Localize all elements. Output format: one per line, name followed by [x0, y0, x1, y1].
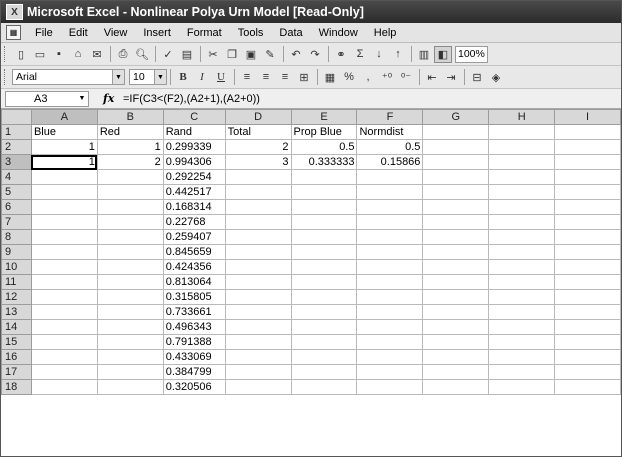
save-icon[interactable]: ▪	[57, 48, 61, 60]
menu-bar	[1, 23, 621, 43]
cell[interactable]	[97, 320, 163, 335]
row-header[interactable]: 6	[2, 200, 32, 215]
standard-toolbar	[1, 43, 621, 66]
cell[interactable]	[291, 320, 357, 335]
cell[interactable]	[31, 365, 97, 380]
cell[interactable]	[489, 215, 555, 230]
row-header[interactable]: 2	[2, 140, 32, 155]
cell[interactable]: 0.168314	[163, 200, 225, 215]
cell[interactable]	[423, 320, 489, 335]
cell[interactable]	[357, 245, 423, 260]
formatting-toolbar	[1, 66, 621, 89]
cell[interactable]	[489, 155, 555, 170]
menu-format[interactable]: Format	[186, 26, 222, 39]
sort-ascending-icon[interactable]: ↓	[376, 48, 382, 60]
copy-icon[interactable]: ❐	[227, 48, 237, 61]
menu-insert[interactable]: Insert	[143, 26, 171, 39]
cell[interactable]	[555, 275, 621, 290]
table-row	[2, 200, 621, 215]
open-icon[interactable]: ▭	[34, 48, 46, 61]
cell[interactable]	[489, 245, 555, 260]
cell[interactable]: 0.442517	[163, 185, 225, 200]
table-row	[2, 275, 621, 290]
cell[interactable]: 0.320506	[163, 380, 225, 395]
cell[interactable]: 1	[97, 140, 163, 155]
cell[interactable]	[225, 350, 291, 365]
cell[interactable]	[225, 170, 291, 185]
cell[interactable]: Blue	[31, 125, 97, 140]
cell[interactable]	[423, 350, 489, 365]
font-name-select[interactable]: Arial ▼	[12, 69, 125, 85]
cell[interactable]	[97, 365, 163, 380]
table-row	[2, 140, 621, 155]
cell[interactable]	[555, 350, 621, 365]
formula-bar	[1, 89, 621, 109]
cell[interactable]	[31, 305, 97, 320]
menu-edit[interactable]: Edit	[68, 26, 88, 39]
cell[interactable]	[489, 275, 555, 290]
cell[interactable]	[225, 245, 291, 260]
cell[interactable]	[423, 380, 489, 395]
cell[interactable]	[423, 275, 489, 290]
drawing-icon[interactable]: ◧	[434, 46, 452, 63]
cell[interactable]	[31, 350, 97, 365]
cell[interactable]	[555, 140, 621, 155]
increase-indent-icon[interactable]: ⇥	[446, 71, 456, 84]
cell[interactable]	[357, 215, 423, 230]
email-icon[interactable]: ✉	[92, 48, 102, 61]
cell[interactable]	[357, 185, 423, 200]
cell[interactable]: 0.424356	[163, 260, 225, 275]
cell[interactable]	[97, 215, 163, 230]
redo-icon[interactable]: ↷	[310, 48, 320, 61]
chevron-down-icon[interactable]: ▼	[112, 70, 124, 84]
cell[interactable]	[97, 230, 163, 245]
row-header[interactable]: 5	[2, 185, 32, 200]
cell[interactable]	[423, 170, 489, 185]
row-header[interactable]: 4	[2, 170, 32, 185]
decrease-indent-icon[interactable]: ⇤	[427, 71, 437, 84]
cell[interactable]	[291, 350, 357, 365]
cell[interactable]: 0.813064	[163, 275, 225, 290]
cell[interactable]: 0.259407	[163, 230, 225, 245]
cell[interactable]	[31, 230, 97, 245]
cell[interactable]	[291, 365, 357, 380]
table-row	[2, 230, 621, 245]
cell[interactable]	[31, 170, 97, 185]
align-right-icon[interactable]: ≡	[281, 71, 289, 83]
column-header-b[interactable]: B	[97, 110, 163, 125]
borders-icon[interactable]: ⊟	[472, 71, 482, 84]
title-bar	[1, 1, 621, 23]
cell[interactable]	[489, 200, 555, 215]
cell[interactable]	[357, 290, 423, 305]
cell[interactable]	[31, 290, 97, 305]
menu-view[interactable]: View	[103, 26, 128, 39]
autosum-icon[interactable]: Σ	[356, 48, 364, 60]
cell[interactable]	[97, 305, 163, 320]
hyperlink-icon[interactable]: ⚭	[336, 48, 346, 61]
underline-button[interactable]: U	[217, 71, 225, 83]
table-row	[2, 215, 621, 230]
cell[interactable]	[31, 275, 97, 290]
chevron-down-icon[interactable]: ▼	[78, 94, 86, 102]
cell[interactable]: Prop Blue	[291, 125, 357, 140]
cell[interactable]	[357, 230, 423, 245]
cell[interactable]: 0.994306	[163, 155, 225, 170]
cell[interactable]	[423, 365, 489, 380]
cell[interactable]	[31, 215, 97, 230]
cell[interactable]	[225, 305, 291, 320]
cell[interactable]	[31, 185, 97, 200]
cell[interactable]	[357, 260, 423, 275]
cell[interactable]	[31, 380, 97, 395]
menu-window[interactable]: Window	[318, 26, 358, 39]
cell[interactable]	[97, 290, 163, 305]
table-row	[2, 335, 621, 350]
workbook-icon[interactable]: ▦	[6, 25, 21, 40]
column-header-a[interactable]: A	[31, 110, 97, 125]
cell[interactable]: 0.791388	[163, 335, 225, 350]
menu-data[interactable]: Data	[279, 26, 303, 39]
cell[interactable]	[357, 305, 423, 320]
font-size-select[interactable]: 10 ▼	[129, 69, 167, 85]
cell[interactable]	[489, 290, 555, 305]
cell[interactable]: Total	[225, 125, 291, 140]
cell[interactable]	[555, 215, 621, 230]
cell[interactable]	[97, 260, 163, 275]
table-row	[2, 170, 621, 185]
cell[interactable]	[489, 140, 555, 155]
cell[interactable]	[97, 350, 163, 365]
cell[interactable]	[357, 200, 423, 215]
cell[interactable]	[357, 365, 423, 380]
cell[interactable]	[555, 290, 621, 305]
worksheet-rows	[2, 125, 621, 395]
cell[interactable]	[423, 125, 489, 140]
formula-input[interactable]: =IF(C3<(F2),(A2+1),(A2+0))	[123, 92, 260, 105]
cell[interactable]: Red	[97, 125, 163, 140]
menu-file[interactable]: File	[35, 26, 53, 39]
cell[interactable]	[291, 245, 357, 260]
table-row	[2, 320, 621, 335]
table-row	[2, 125, 621, 140]
row-header[interactable]: 1	[2, 125, 32, 140]
cell[interactable]: 0.15866	[357, 155, 423, 170]
cell[interactable]	[225, 320, 291, 335]
cell[interactable]	[225, 185, 291, 200]
table-row	[2, 350, 621, 365]
cell[interactable]	[225, 380, 291, 395]
cell[interactable]	[555, 380, 621, 395]
research-icon[interactable]: ▤	[181, 48, 193, 61]
print-preview-icon[interactable]: 🔍︎	[135, 48, 149, 61]
excel-app-icon: X	[6, 4, 23, 20]
cell[interactable]	[555, 305, 621, 320]
cell[interactable]	[31, 320, 97, 335]
sort-descending-icon[interactable]: ↑	[395, 48, 401, 60]
cell[interactable]	[291, 275, 357, 290]
cell[interactable]	[291, 215, 357, 230]
chart-wizard-icon[interactable]: ▥	[418, 48, 430, 61]
cell[interactable]	[291, 200, 357, 215]
table-row	[2, 260, 621, 275]
cell[interactable]	[97, 380, 163, 395]
cell[interactable]	[555, 320, 621, 335]
cell[interactable]	[423, 290, 489, 305]
merge-center-icon[interactable]: ⊞	[299, 71, 309, 84]
select-all-corner[interactable]	[2, 110, 32, 125]
cell[interactable]: 0.22768	[163, 215, 225, 230]
bold-button[interactable]: B	[179, 71, 187, 83]
cell[interactable]	[423, 230, 489, 245]
row-header[interactable]: 9	[2, 245, 32, 260]
cell[interactable]	[97, 335, 163, 350]
cell[interactable]	[291, 305, 357, 320]
column-header-c[interactable]: C	[163, 110, 225, 125]
cell[interactable]	[357, 335, 423, 350]
align-center-icon[interactable]: ≡	[262, 71, 270, 83]
zoom-select[interactable]: 100%	[455, 46, 488, 63]
cell[interactable]	[489, 125, 555, 140]
row-header[interactable]: 3	[2, 155, 32, 170]
italic-button[interactable]: I	[200, 71, 204, 83]
chevron-down-icon[interactable]: ▼	[154, 70, 166, 84]
cell[interactable]	[489, 170, 555, 185]
cell[interactable]	[423, 200, 489, 215]
cell[interactable]	[423, 185, 489, 200]
cell[interactable]: 0.292254	[163, 170, 225, 185]
cell[interactable]: 0.733661	[163, 305, 225, 320]
format-painter-icon[interactable]: ✎	[265, 48, 275, 61]
cell[interactable]	[291, 185, 357, 200]
spelling-icon[interactable]: ✓	[163, 48, 173, 61]
cell[interactable]: Normdist	[357, 125, 423, 140]
insert-function-icon[interactable]: fx	[103, 92, 115, 105]
cell[interactable]	[225, 200, 291, 215]
cell[interactable]	[31, 335, 97, 350]
column-header-d[interactable]: D	[225, 110, 291, 125]
cell[interactable]	[31, 245, 97, 260]
cell[interactable]	[357, 380, 423, 395]
cell[interactable]	[357, 320, 423, 335]
cell[interactable]	[489, 365, 555, 380]
row-header[interactable]: 13	[2, 305, 32, 320]
cell[interactable]	[357, 350, 423, 365]
cell[interactable]	[97, 185, 163, 200]
cell[interactable]	[423, 140, 489, 155]
cell[interactable]	[489, 260, 555, 275]
cell[interactable]: Rand	[163, 125, 225, 140]
toolbar-grip[interactable]	[4, 69, 8, 85]
menu-tools[interactable]: Tools	[237, 26, 264, 39]
cell[interactable]	[291, 170, 357, 185]
cell[interactable]	[97, 275, 163, 290]
cell[interactable]	[357, 275, 423, 290]
cell[interactable]	[423, 245, 489, 260]
undo-icon[interactable]: ↶	[291, 48, 301, 61]
column-header-row	[2, 110, 621, 125]
cell[interactable]: 0.845659	[163, 245, 225, 260]
cell[interactable]	[555, 260, 621, 275]
cell[interactable]	[97, 200, 163, 215]
print-icon[interactable]: ⎙	[118, 47, 128, 60]
worksheet-grid	[1, 109, 621, 395]
cell[interactable]	[31, 200, 97, 215]
cell[interactable]	[31, 260, 97, 275]
decrease-decimal-icon[interactable]: ⁰⁻	[400, 71, 412, 84]
name-box[interactable]: A3 ▼	[5, 91, 89, 107]
cell[interactable]	[555, 155, 621, 170]
cell[interactable]	[555, 365, 621, 380]
cell[interactable]	[423, 155, 489, 170]
column-header-f[interactable]: F	[357, 110, 423, 125]
cell[interactable]	[489, 320, 555, 335]
cell[interactable]	[555, 335, 621, 350]
currency-icon[interactable]: ▦	[324, 71, 336, 84]
cell[interactable]	[555, 230, 621, 245]
cell[interactable]: 0.433069	[163, 350, 225, 365]
row-header[interactable]: 16	[2, 350, 32, 365]
cell[interactable]	[225, 365, 291, 380]
column-header-i[interactable]: I	[555, 110, 621, 125]
row-header[interactable]: 12	[2, 290, 32, 305]
cell[interactable]: 0.384799	[163, 365, 225, 380]
menu-help[interactable]: Help	[373, 26, 397, 39]
cell[interactable]	[97, 170, 163, 185]
cell[interactable]	[291, 260, 357, 275]
row-header[interactable]: 7	[2, 215, 32, 230]
cell[interactable]: 0.496343	[163, 320, 225, 335]
comma-style-icon[interactable]: ,	[366, 71, 370, 83]
table-row	[2, 245, 621, 260]
table-row	[2, 365, 621, 380]
align-left-icon[interactable]: ≡	[243, 71, 251, 83]
cell[interactable]	[225, 215, 291, 230]
table-row	[2, 305, 621, 320]
permission-icon[interactable]: ⌂	[74, 48, 82, 60]
cell[interactable]	[225, 275, 291, 290]
cell[interactable]	[357, 170, 423, 185]
cell[interactable]	[489, 335, 555, 350]
cell[interactable]	[423, 305, 489, 320]
cell[interactable]	[555, 170, 621, 185]
percent-button[interactable]: %	[344, 71, 354, 83]
cell[interactable]	[291, 230, 357, 245]
cell[interactable]	[291, 335, 357, 350]
cell[interactable]	[291, 290, 357, 305]
fill-color-icon[interactable]: ◈	[491, 71, 501, 84]
column-header-e[interactable]: E	[291, 110, 357, 125]
cell[interactable]	[423, 335, 489, 350]
cell[interactable]: 3	[225, 155, 291, 170]
table-row	[2, 185, 621, 200]
row-header[interactable]: 17	[2, 365, 32, 380]
column-header-g[interactable]: G	[423, 110, 489, 125]
cell[interactable]: 0.315805	[163, 290, 225, 305]
cell[interactable]	[489, 185, 555, 200]
cell[interactable]	[225, 335, 291, 350]
cell[interactable]	[489, 305, 555, 320]
cell[interactable]	[555, 200, 621, 215]
cell[interactable]	[225, 290, 291, 305]
window-title: Microsoft Excel - Nonlinear Polya Urn Model [Read-Only]	[27, 5, 364, 19]
cell[interactable]	[555, 125, 621, 140]
cell[interactable]	[225, 230, 291, 245]
paste-icon[interactable]: ▣	[245, 48, 257, 61]
cell[interactable]	[97, 245, 163, 260]
cell[interactable]: 1	[31, 140, 97, 155]
table-row	[2, 380, 621, 395]
table-row	[2, 290, 621, 305]
row-header[interactable]: 10	[2, 260, 32, 275]
cell[interactable]: 0.5	[357, 140, 423, 155]
row-header[interactable]: 14	[2, 320, 32, 335]
cell[interactable]	[489, 230, 555, 245]
table-row	[2, 155, 621, 170]
row-header[interactable]: 15	[2, 335, 32, 350]
new-icon[interactable]: ▯	[17, 48, 25, 61]
cell[interactable]: 0.333333	[291, 155, 357, 170]
cell[interactable]	[225, 260, 291, 275]
cell[interactable]	[423, 215, 489, 230]
cell[interactable]: 1	[31, 155, 97, 170]
cell[interactable]: 0.5	[291, 140, 357, 155]
increase-decimal-icon[interactable]: ⁺⁰	[381, 71, 393, 84]
cut-icon[interactable]: ✂	[208, 48, 218, 61]
column-header-h[interactable]: H	[489, 110, 555, 125]
cell[interactable]: 0.299339	[163, 140, 225, 155]
row-header[interactable]: 8	[2, 230, 32, 245]
row-header[interactable]: 18	[2, 380, 32, 395]
cell[interactable]	[291, 380, 357, 395]
toolbar-grip[interactable]	[4, 46, 8, 62]
cell[interactable]	[555, 185, 621, 200]
cell[interactable]	[489, 380, 555, 395]
cell[interactable]	[423, 260, 489, 275]
cell[interactable]	[555, 245, 621, 260]
cell[interactable]: 2	[225, 140, 291, 155]
cell[interactable]: 2	[97, 155, 163, 170]
row-header[interactable]: 11	[2, 275, 32, 290]
cell[interactable]	[489, 350, 555, 365]
